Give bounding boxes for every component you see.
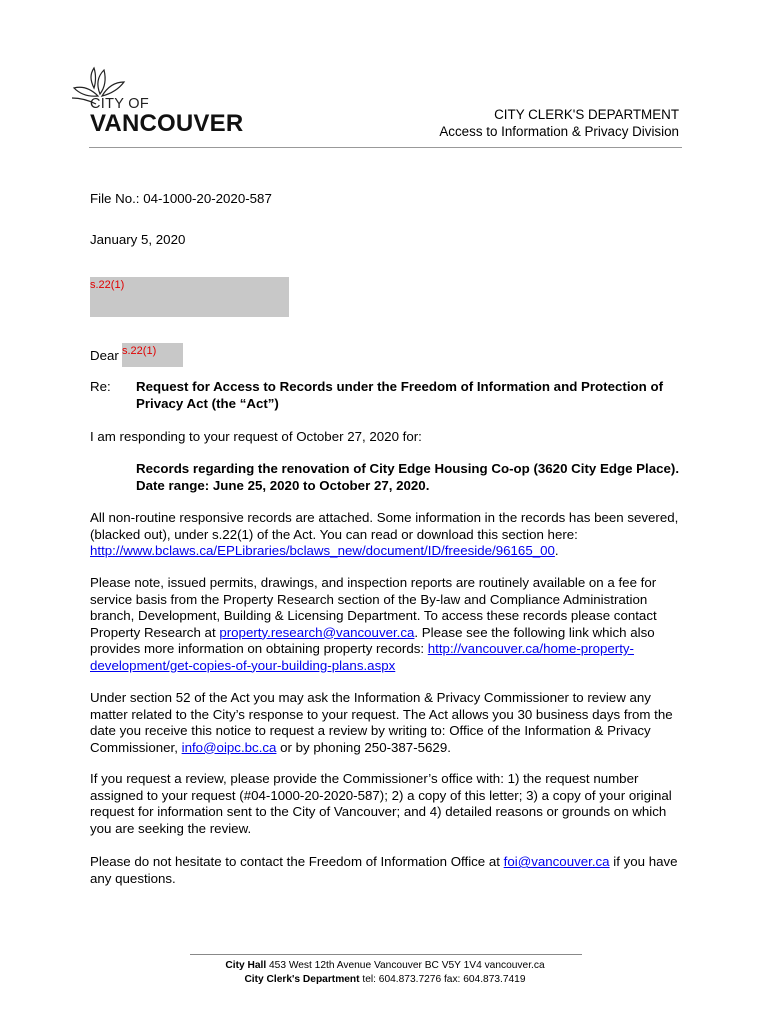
re-subject: Request for Access to Records under the Freedom of Information and Protection of Privacy Act (the “Act”)	[136, 379, 664, 411]
paragraph-property-records	[90, 575, 686, 674]
paragraph-severed-records	[90, 510, 686, 560]
p5-text: Please do not hesitate to contact the Freedom of Information Office at	[90, 854, 504, 869]
request-summary: Records regarding the renovation of City Edge Housing Co-op (3620 City Edge Place). Date range: June 25, 2020 to October 27, 2020.	[136, 461, 680, 493]
division-name: Access to Information & Privacy Division	[439, 124, 679, 139]
building-plans-link[interactable]: http://vancouver.ca/home-property-development/get-copies-of-your-building-plans.aspx	[90, 641, 634, 673]
oipc-email-link[interactable]: info@oipc.bc.ca	[181, 739, 277, 755]
property-research-email-link[interactable]: property.research@vancouver.ca	[219, 624, 415, 640]
paragraph-contact	[90, 854, 686, 887]
redaction-label: s.22(1)	[90, 279, 125, 291]
re-label: Re:	[90, 379, 111, 394]
paragraph-review-rights	[90, 690, 686, 756]
foi-email-link[interactable]: foi@vancouver.ca	[503, 854, 610, 869]
department-header	[439, 106, 679, 140]
header-divider	[89, 147, 682, 148]
p3-text2: or by phoning 250-387-5629.	[276, 739, 451, 755]
p5-text2: if you have any questions.	[90, 854, 678, 886]
department-name: CITY CLERK'S DEPARTMENT	[494, 107, 679, 122]
p1-end: .	[554, 543, 559, 558]
p3-text: Under section 52 of the Act you may ask the Information & Privacy Commissioner to review any matter related to the City’s response to your request. The Act allows you 30 business days from the date you receive this notice to request a review by writing to: Office of the Information & Privacy Commissioner,	[90, 690, 673, 755]
p2-text2: . Please see the following link which also provides more information on obtaining property records:	[90, 624, 655, 656]
redacted-address-block	[90, 277, 289, 317]
logo-city-of: CITY OF	[90, 96, 150, 112]
redacted-name-block	[122, 343, 183, 367]
p2-text: Please note, issued permits, drawings, and inspection reports are routinely available on a fee for service basis from the Property Research section of the By-law and Compliance Administration branch, Development, Building & Licensing Department. To access these records please contact Property Research at	[90, 575, 657, 640]
footer-address-text: 453 West 12th Avenue Vancouver BC V5Y 1V4 vancouver.ca	[266, 960, 545, 971]
footer-city-hall: City Hall	[225, 960, 267, 971]
paragraph-review-requirements: If you request a review, please provide the Commissioner’s office with: 1) the request number assigned to your request (#04-1000-20-2020-587); 2) a copy of this letter; 3) a copy of your original request for information sent to the City of Vancouver; and 4) detailed reasons or grounds on which you are seeking the review.	[90, 771, 672, 836]
file-number: File No.: 04-1000-20-2020-587	[90, 191, 272, 206]
footer-divider	[190, 954, 582, 955]
logo-vancouver: VANCOUVER	[90, 110, 244, 137]
footer-contact	[0, 973, 770, 987]
footer-address	[0, 959, 770, 973]
redaction-label-name: s.22(1)	[122, 345, 157, 357]
salutation: Dear	[90, 348, 119, 363]
p1-text: All non-routine responsive records are attached. Some information in the records has been severed, (blacked out), under s.22(1) of the Act. You can read or download this section here:	[90, 510, 679, 542]
bclaws-link[interactable]: http://www.bclaws.ca/EPLibraries/bclaws_new/document/ID/freeside/96165_00	[90, 543, 555, 558]
letter-date: January 5, 2020	[90, 232, 186, 247]
footer-clerks-dept: City Clerk's Department	[244, 974, 360, 985]
footer-contact-text: tel: 604.873.7276 fax: 604.873.7419	[359, 974, 526, 985]
intro-paragraph: I am responding to your request of October 27, 2020 for:	[90, 429, 422, 444]
